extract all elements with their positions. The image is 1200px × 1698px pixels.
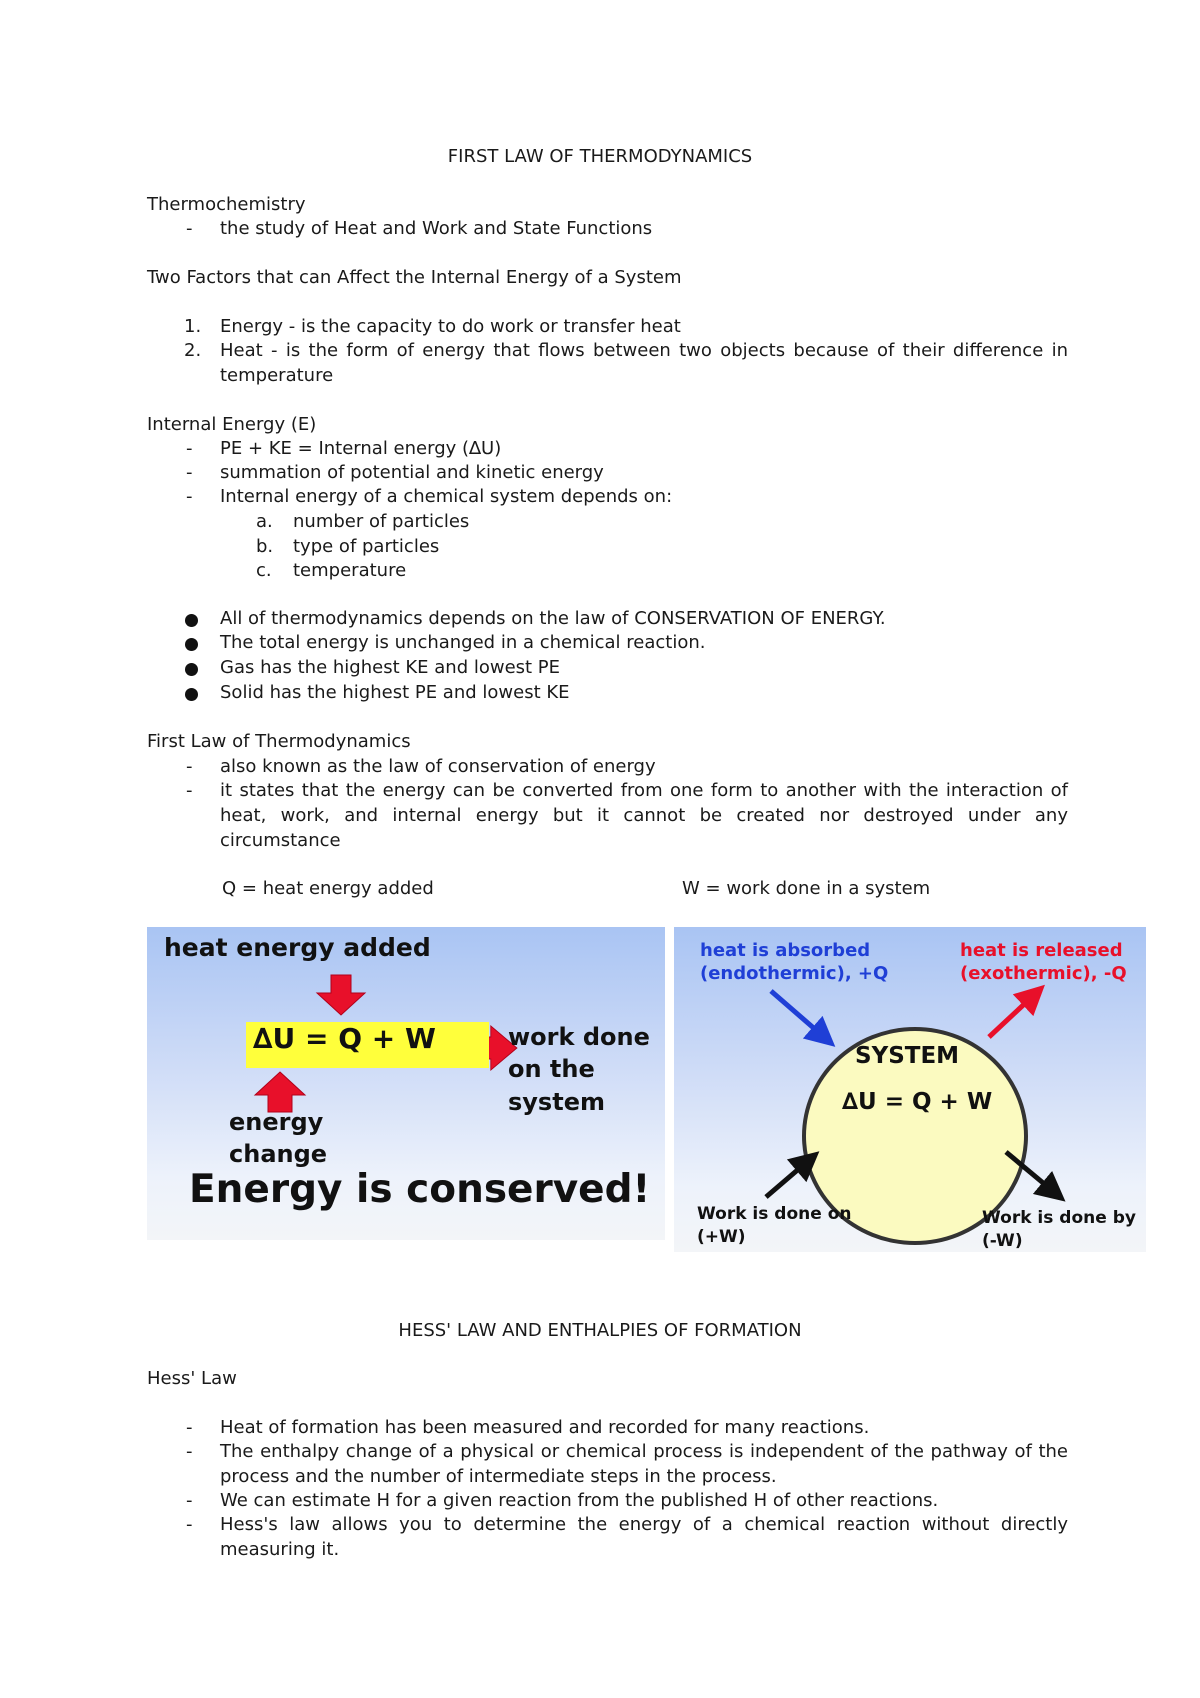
- down-arrow-icon: [317, 975, 365, 1015]
- list-item: Internal energy of a chemical system depends on:: [220, 486, 673, 507]
- equation-text: ∆U = Q + W: [253, 1022, 436, 1055]
- list-item: Energy - is the capacity to do work or transfer heat: [220, 316, 681, 337]
- list-number: 2.: [184, 340, 202, 361]
- work-done-on-label-line2: (+W): [697, 1227, 746, 1247]
- work-done-label-line1: work done: [508, 1023, 650, 1051]
- dash-marker: -: [186, 486, 193, 507]
- list-item: the study of Heat and Work and State Functions: [220, 218, 653, 239]
- list-item: Hess's law allows you to determine the energy of a chemical reaction without directly measuring it.: [220, 1514, 1068, 1560]
- work-in-arrow-icon: [766, 1161, 808, 1197]
- dash-marker: -: [186, 1490, 193, 1511]
- dash-marker: -: [186, 462, 193, 483]
- energy-conserved-figure: [147, 927, 665, 1240]
- dash-marker: -: [186, 438, 193, 459]
- section-heading-thermochemistry: Thermochemistry: [147, 194, 306, 215]
- up-arrow-icon: [255, 1072, 305, 1112]
- energy-change-label-line1: energy: [229, 1108, 324, 1136]
- dash-marker: -: [186, 756, 193, 777]
- bullet-item: Gas has the highest KE and lowest PE: [220, 657, 561, 678]
- heat-released-label-line1: heat is released: [960, 940, 1123, 961]
- list-number: 1.: [184, 316, 202, 337]
- heat-out-arrow-icon: [989, 995, 1034, 1037]
- sub-list-item: temperature: [293, 560, 407, 581]
- section-title-hess: HESS' LAW AND ENTHALPIES OF FORMATION: [398, 1320, 802, 1341]
- page-title: FIRST LAW OF THERMODYNAMICS: [447, 146, 753, 167]
- list-item: summation of potential and kinetic energy: [220, 462, 604, 483]
- work-done-label-line2: on the: [508, 1055, 595, 1083]
- energy-change-label-line2: change: [229, 1140, 328, 1168]
- work-done-on-label-line1: Work is done on: [697, 1204, 852, 1224]
- w-definition: W = work done in a system: [682, 878, 931, 899]
- work-done-by-label-line1: Work is done by: [982, 1208, 1136, 1228]
- bullet-item: The total energy is unchanged in a chemical reaction.: [220, 632, 706, 653]
- heat-released-label-line2: (exothermic), -Q: [960, 963, 1127, 984]
- sub-list-item: type of particles: [293, 536, 440, 557]
- list-item: The enthalpy change of a physical or chemical process is independent of the pathway of the process and the number of intermediate steps in the process.: [220, 1441, 1068, 1487]
- work-done-by-label-line2: (-W): [982, 1231, 1023, 1251]
- section-heading-hess-law: Hess' Law: [147, 1368, 237, 1389]
- dash-marker: -: [186, 1514, 193, 1535]
- bullet-item: Solid has the highest PE and lowest KE: [220, 682, 570, 703]
- dash-marker: -: [186, 218, 193, 239]
- section-heading-internal-energy: Internal Energy (E): [147, 414, 317, 435]
- sub-list-letter: b.: [256, 536, 274, 557]
- system-label: SYSTEM: [855, 1043, 960, 1069]
- heat-absorbed-label-line1: heat is absorbed: [700, 940, 871, 961]
- dash-marker: -: [186, 1441, 193, 1462]
- bullet-icon: [185, 638, 198, 651]
- list-item: We can estimate H for a given reaction from the published H of other reactions.: [220, 1490, 939, 1511]
- list-item: PE + KE = Internal energy (∆U): [220, 438, 502, 459]
- work-out-arrow-icon: [1006, 1152, 1054, 1192]
- work-done-label-line3: system: [508, 1088, 605, 1116]
- sub-list-letter: c.: [256, 560, 272, 581]
- system-equation: ∆U = Q + W: [842, 1089, 993, 1115]
- bullet-icon: [185, 663, 198, 676]
- sub-list-letter: a.: [256, 511, 273, 532]
- list-item: Heat of formation has been measured and recorded for many reactions.: [220, 1417, 870, 1438]
- heat-in-arrow-icon: [771, 991, 824, 1037]
- bullet-item: All of thermodynamics depends on the law of CONSERVATION OF ENERGY.: [220, 608, 886, 629]
- heat-energy-added-label: heat energy added: [164, 933, 431, 962]
- q-definition: Q = heat energy added: [222, 878, 434, 899]
- list-item: it states that the energy can be converted from one form to another with the interaction of heat, work, and internal energy but it cannot be created nor destroyed under any circumstance: [220, 780, 1068, 851]
- sub-list-item: number of particles: [293, 511, 470, 532]
- system-figure: [674, 927, 1146, 1252]
- list-item: also known as the law of conservation of energy: [220, 756, 656, 777]
- bullet-icon: [185, 614, 198, 627]
- heat-absorbed-label-line2: (endothermic), +Q: [700, 963, 889, 984]
- dash-marker: -: [186, 780, 193, 801]
- energy-conserved-caption: Energy is conserved!: [189, 1167, 651, 1212]
- section-heading-two-factors: Two Factors that can Affect the Internal Energy of a System: [147, 267, 682, 288]
- bullet-icon: [185, 688, 198, 701]
- dash-marker: -: [186, 1417, 193, 1438]
- list-item: Heat - is the form of energy that flows between two objects because of their difference in temperature: [220, 340, 1068, 386]
- section-heading-first-law: First Law of Thermodynamics: [147, 731, 411, 752]
